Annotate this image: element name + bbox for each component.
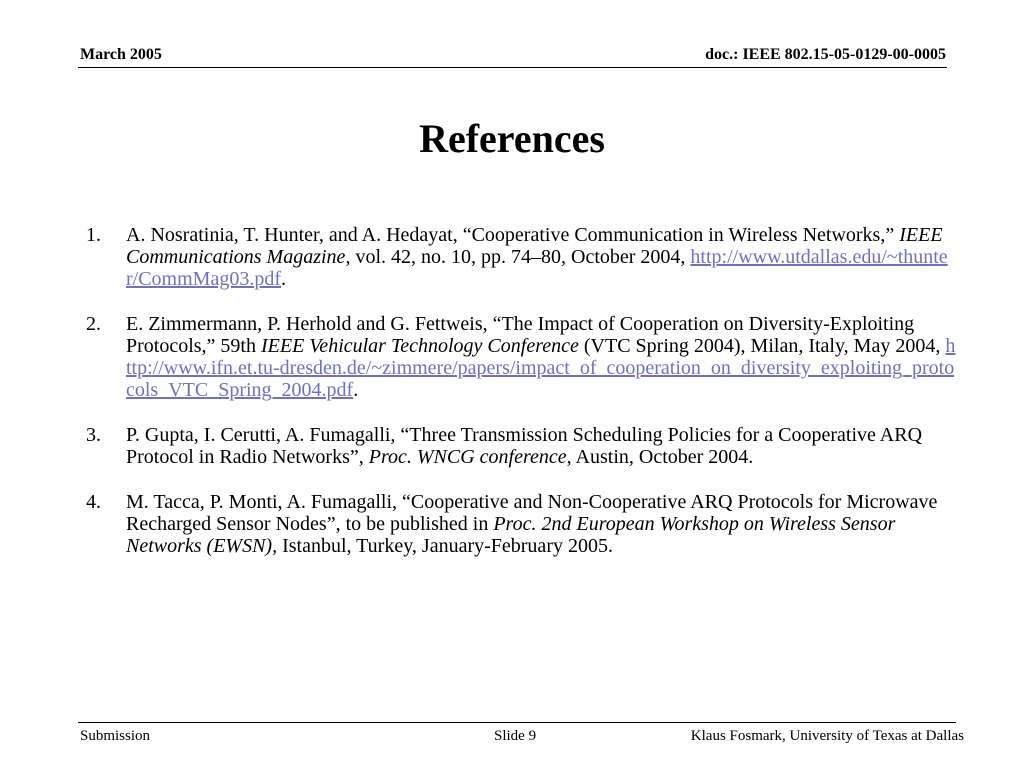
references-list — [86, 224, 956, 580]
footer-author: Klaus Fosmark, University of Texas at Dallas — [690, 728, 964, 744]
reference-text: E. Zimmermann, P. Herhold and G. Fettweis, “The Impact of Cooperation on Diversity-Exploiting Protocols,” 59th — [126, 313, 915, 357]
footer-submission: Submission — [80, 728, 151, 744]
reference-item-4 — [86, 491, 956, 557]
reference-details: , Austin, October 2004. — [566, 446, 754, 468]
reference-publication: Proc. 2nd European Workshop on Wireless Sensor Networks (EWSN), — [126, 513, 896, 557]
reference-details: Istanbul, Turkey, January-February 2005. — [277, 535, 613, 557]
reference-number: 1. — [86, 224, 101, 246]
reference-item-1 — [86, 224, 956, 290]
reference-tail: . — [353, 379, 359, 401]
reference-details: , vol. 42, no. 10, pp. 74–80, October 2004, — [345, 246, 691, 268]
reference-link[interactable]: http://www.ifn.et.tu-dresden.de/~zimmere/papers/impact_of_cooperation_on_diversity_exploiting_protocols_VTC_Spring_2004.pdf — [126, 335, 956, 401]
footer-slide-number: Slide 9 — [494, 728, 537, 744]
reference-item-2 — [86, 313, 956, 401]
reference-text: A. Nosratinia, T. Hunter, and A. Hedayat, “Cooperative Communication in Wireless Networks,” — [126, 224, 900, 246]
reference-text: M. Tacca, P. Monti, A. Fumagalli, “Cooperative and Non-Cooperative ARQ Protocols for Microwave Recharged Sensor Nodes”, to be published in — [126, 491, 938, 535]
slide-title: References — [419, 116, 605, 161]
reference-number: 3. — [86, 424, 101, 446]
reference-tail: . — [281, 268, 286, 290]
header-doc-id: doc.: IEEE 802.15-05-0129-00-0005 — [705, 46, 946, 63]
reference-number: 4. — [86, 491, 101, 513]
reference-publication: IEEE Communications Magazine — [126, 224, 943, 268]
header-divider — [78, 67, 947, 68]
reference-item-3 — [86, 424, 956, 468]
reference-publication: Proc. WNCG conference — [368, 446, 567, 468]
reference-publication: IEEE Vehicular Technology Conference — [261, 335, 579, 357]
reference-link[interactable]: http://www.utdallas.edu/~thunter/CommMag03.pdf — [126, 246, 948, 290]
footer-divider — [78, 722, 956, 723]
reference-number: 2. — [86, 313, 101, 335]
reference-details: (VTC Spring 2004), Milan, Italy, May 2004, — [578, 335, 946, 357]
header-date: March 2005 — [80, 46, 162, 63]
reference-text: P. Gupta, I. Cerutti, A. Fumagalli, “Three Transmission Scheduling Policies for a Cooperative ARQ Protocol in Radio Networks”, — [126, 424, 923, 468]
